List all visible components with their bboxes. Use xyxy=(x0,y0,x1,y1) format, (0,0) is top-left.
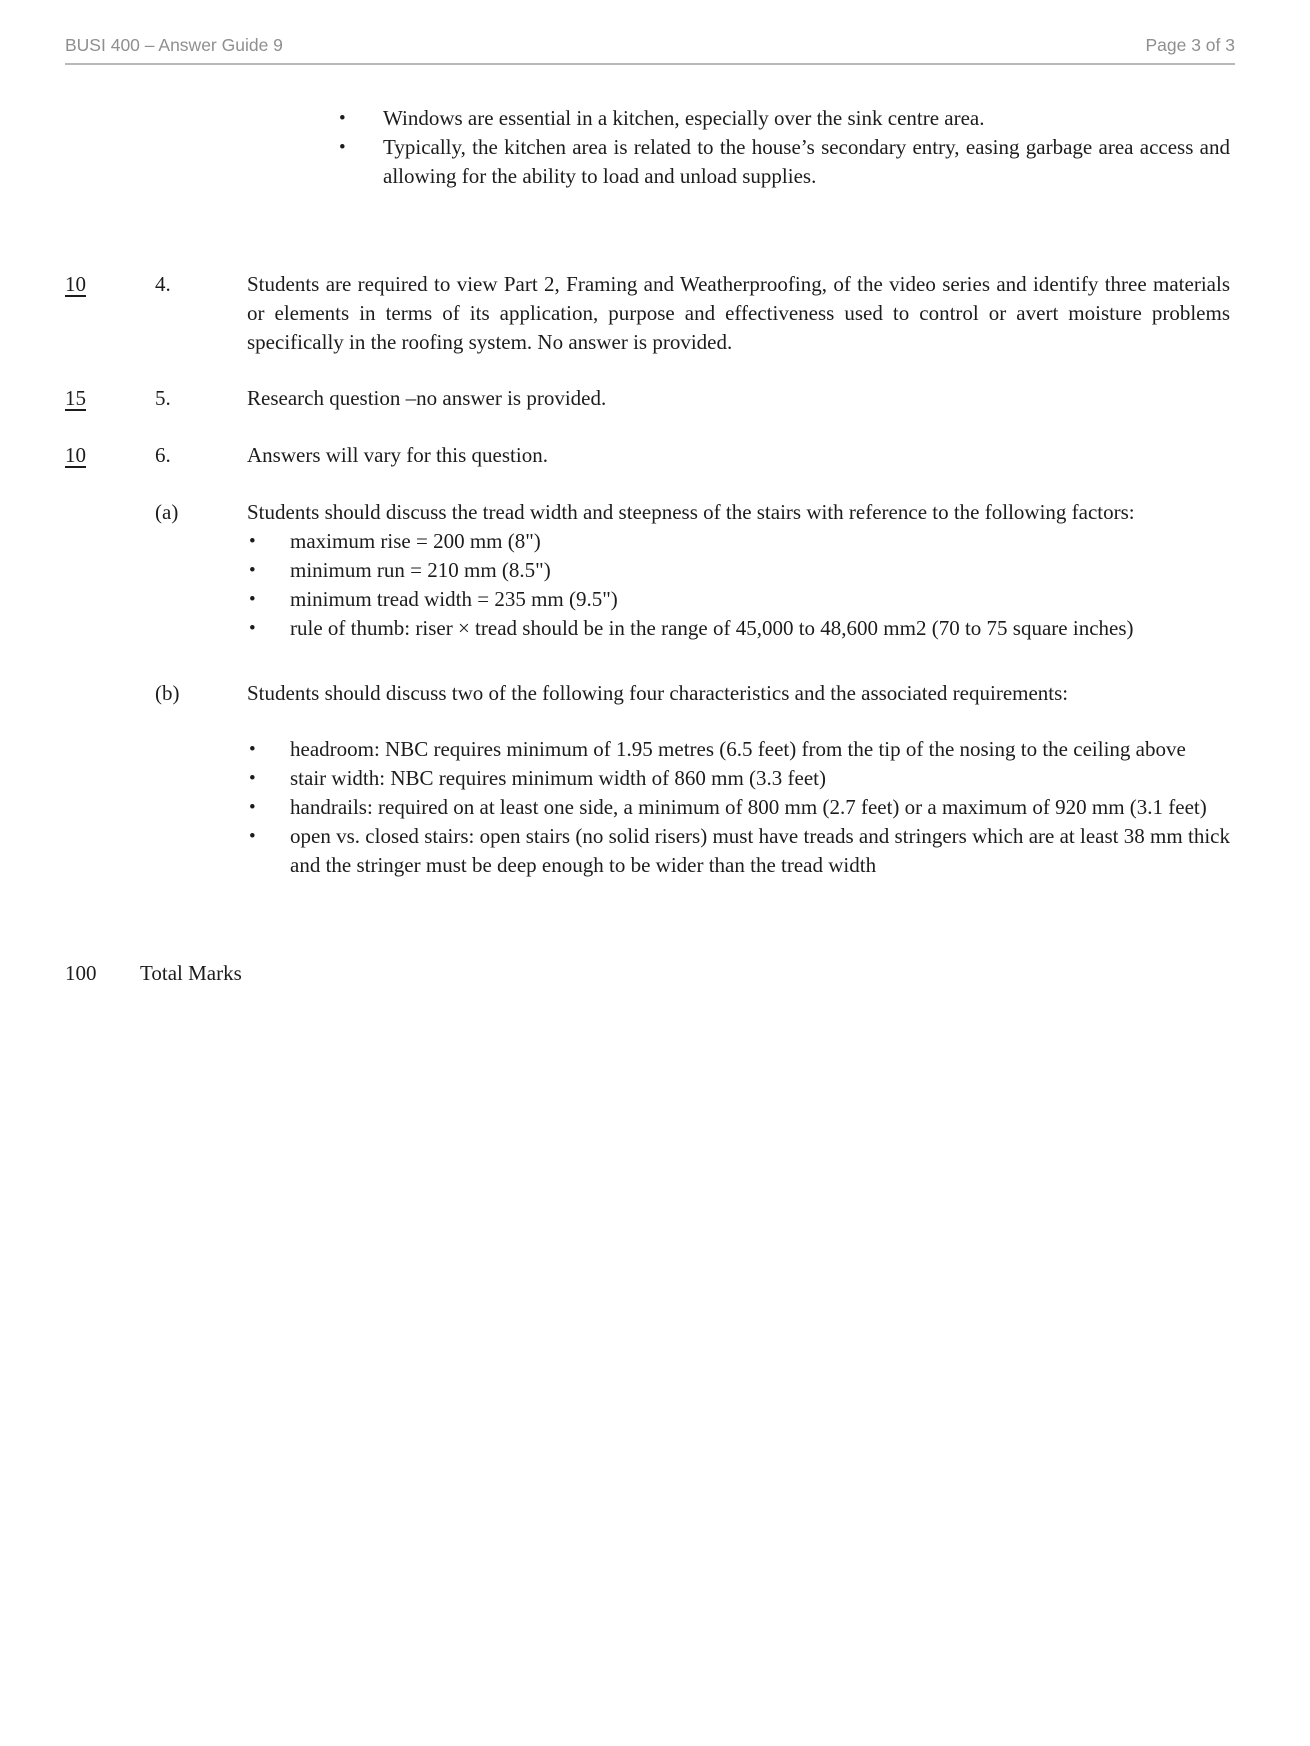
item-number: 5. xyxy=(155,386,171,410)
sub-item-text: Students should discuss two of the following four characteristics and the associated requirements: xyxy=(247,681,1069,705)
marks-value: 10 xyxy=(65,272,86,296)
header-page-number: Page 3 of 3 xyxy=(1145,35,1235,55)
marks-value: 10 xyxy=(65,443,86,467)
question-item-5 xyxy=(65,384,1230,413)
bullet-icon: • xyxy=(249,797,256,818)
list-item xyxy=(247,614,1230,643)
list-item xyxy=(247,764,1230,793)
item-number: 6. xyxy=(155,443,171,467)
list-item xyxy=(337,104,1230,133)
list-item-text: Typically, the kitchen area is related to the house’s secondary entry, easing garbage area access and allowing for the ability to load and unload supplies. xyxy=(383,135,1230,188)
list-item-text: Windows are essential in a kitchen, especially over the sink centre area. xyxy=(383,106,985,130)
sub-item-b xyxy=(65,679,1230,880)
bullet-icon: • xyxy=(249,560,256,581)
sub-item-bullet-list xyxy=(247,527,1230,643)
sub-item-label: (b) xyxy=(155,681,180,705)
item-text: Answers will vary for this question. xyxy=(247,443,548,467)
sub-item-label: (a) xyxy=(155,500,179,524)
total-marks-label: Total Marks xyxy=(140,961,242,985)
list-item xyxy=(247,585,1230,614)
sub-item-body xyxy=(247,498,1230,643)
bullet-icon: • xyxy=(249,826,256,847)
bullet-icon: • xyxy=(339,137,346,158)
marks-value: 15 xyxy=(65,386,86,410)
list-item xyxy=(247,735,1230,764)
total-marks-value: 100 xyxy=(65,961,97,985)
list-item xyxy=(247,527,1230,556)
bullet-icon: • xyxy=(249,531,256,552)
bullet-icon: • xyxy=(249,618,256,639)
bullet-icon: • xyxy=(249,768,256,789)
list-item-text: rule of thumb: riser × tread should be in the range of 45,000 to 48,600 mm2 (70 to 75 square inches) xyxy=(290,616,1134,640)
question-item-4 xyxy=(65,270,1230,357)
header-title: BUSI 400 – Answer Guide 9 xyxy=(65,35,283,55)
list-item xyxy=(247,793,1230,822)
bullet-icon: • xyxy=(339,108,346,129)
item-number: 4. xyxy=(155,272,171,296)
sub-item-text: Students should discuss the tread width and steepness of the stairs with reference to the following factors: xyxy=(247,500,1135,524)
list-item xyxy=(247,822,1230,880)
bullet-icon: • xyxy=(249,589,256,610)
item-text: Research question –no answer is provided. xyxy=(247,386,607,410)
question-item-6 xyxy=(65,441,1230,470)
item-text: Students are required to view Part 2, Framing and Weatherproofing, of the video series and identify three materials or elements in terms of its application, purpose and effectiveness used to control or avert moisture problems specifically in the roofing system. No answer is provided. xyxy=(247,272,1230,354)
page-body xyxy=(65,104,1230,988)
list-item-text: open vs. closed stairs: open stairs (no solid risers) must have treads and stringers which are at least 38 mm thick and the stringer must be deep enough to be wider than the tread width xyxy=(290,824,1230,877)
sub-item-bullet-list xyxy=(247,735,1230,880)
list-item-text: headroom: NBC requires minimum of 1.95 metres (6.5 feet) from the tip of the nosing to the ceiling above xyxy=(290,737,1186,761)
total-marks-row xyxy=(65,959,1230,988)
list-item-text: stair width: NBC requires minimum width of 860 mm (3.3 feet) xyxy=(290,766,827,790)
list-item-text: minimum run = 210 mm (8.5") xyxy=(290,558,551,582)
list-item-text: handrails: required on at least one side, a minimum of 800 mm (2.7 feet) or a maximum of 920 mm (3.1 feet) xyxy=(290,795,1207,819)
intro-bullet-list xyxy=(337,104,1230,191)
bullet-icon: • xyxy=(249,739,256,760)
sub-item-a xyxy=(65,498,1230,643)
page-header xyxy=(65,0,1235,65)
list-item xyxy=(337,133,1230,191)
sub-item-body xyxy=(247,679,1230,880)
list-item-text: maximum rise = 200 mm (8") xyxy=(290,529,541,553)
list-item xyxy=(247,556,1230,585)
list-item-text: minimum tread width = 235 mm (9.5") xyxy=(290,587,618,611)
